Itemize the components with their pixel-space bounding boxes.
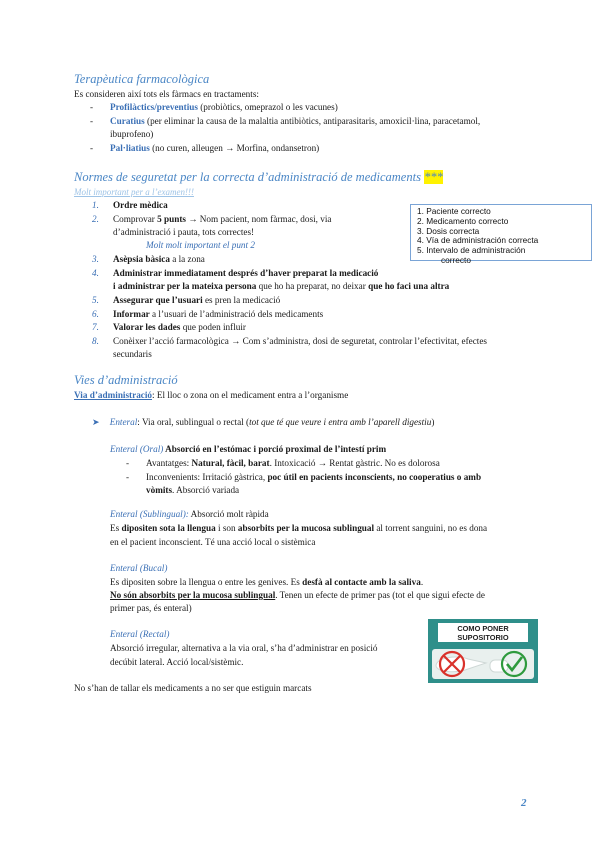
section-title-normes xyxy=(74,170,443,185)
dash-bullet: - xyxy=(90,116,94,126)
sublingual-line xyxy=(110,522,487,535)
enteral-italic: tot que té que veure i entra amb l’aparell digestiu xyxy=(249,417,432,427)
callout-line: 3. Dosis correcta xyxy=(417,225,480,236)
numbered-item xyxy=(92,294,280,307)
item-text: Inconvenients: Irritació gàstrica, xyxy=(146,472,268,482)
text-emphasis: No són absorbits per la mucosa sublingual xyxy=(110,590,276,600)
item-text: Ordre mèdica xyxy=(113,200,168,210)
callout-line: 4. Vía de administración correcta xyxy=(417,235,539,246)
item-emphasis: Asèpsia bàsica xyxy=(113,254,170,264)
item-text: Comprovar xyxy=(113,214,158,224)
subsection-text: Absorció molt ràpida xyxy=(188,509,269,519)
item-text: a la zona xyxy=(169,254,205,264)
item-text: Avantatges: xyxy=(146,458,192,468)
numbered-item xyxy=(92,321,246,334)
item-text: → Nom pacient, nom fàrmac, dosi, via xyxy=(186,214,332,224)
oral-heading xyxy=(110,443,386,456)
arrow-bullet-icon: ➤ xyxy=(92,417,100,427)
item-text-continuation: d’administració i pauta, tots correctes! xyxy=(113,227,255,237)
subsection-emphasis: Absorció en l’estómac i porció proximal de l’intestí prim xyxy=(163,444,387,454)
definition-line xyxy=(74,389,348,402)
subsection-label: Enteral (Oral) xyxy=(110,444,164,454)
item-emphasis: Assegurar que l’usuari xyxy=(113,295,203,305)
item-text: que ho ha preparat, no deixar xyxy=(256,281,369,291)
bucal-line xyxy=(110,589,485,602)
item-number: 4. xyxy=(92,268,99,278)
exam-note: Molt important per a l’examen!!! xyxy=(74,187,194,197)
item-text: Conèixer l’acció farmacològica → Com s’administra, dosi de seguretat, controlar l’efectivitat, efectes xyxy=(113,336,487,346)
enteral-label: Enteral xyxy=(109,417,138,427)
item-text: (probiòtics, omeprazol o les vacunes) xyxy=(197,102,338,112)
rectal-line: Absorció irregular, alternativa a la via oral, s’ha d’administrar en posició xyxy=(110,643,378,653)
text-run: . xyxy=(420,577,424,587)
numbered-item xyxy=(92,267,378,280)
five-rights-callout xyxy=(410,204,592,265)
rectal-line: decúbit lateral. Acció local/sistèmic. xyxy=(110,657,244,667)
callout-line: 2. Medicamento correcto xyxy=(417,215,509,226)
term-curatius: Curatius xyxy=(110,116,145,126)
section-intro: Es consideren així tots els fàrmacs en tractaments: xyxy=(74,89,259,99)
section-title-vies: Vies d’administració xyxy=(74,373,178,387)
sublingual-heading xyxy=(110,508,269,521)
item-text-continuation: ibuprofeno) xyxy=(110,129,154,139)
item-emphasis: poc útil en pacients inconscients, no cooperatius o amb xyxy=(267,472,482,482)
item-number: 3. xyxy=(92,254,99,264)
item-text: que poden influir xyxy=(180,322,246,332)
list-item xyxy=(90,142,319,155)
item-text: a l’usuari de l’administració dels medicaments xyxy=(149,309,324,319)
definition-term: Via d’administració xyxy=(74,390,153,400)
sublingual-line: en el pacient inconscient. Té una acció local o sistèmica xyxy=(110,537,316,547)
page-number: 2 xyxy=(521,797,527,809)
closing-note: No s’han de tallar els medicaments a no ser que estiguin marcats xyxy=(74,683,312,693)
item-text: . Absorció variada xyxy=(172,485,240,495)
item-text-continuation: secundaris xyxy=(113,349,152,359)
numbered-item xyxy=(92,253,205,266)
text-emphasis: desfà al contacte amb la saliva xyxy=(302,577,421,587)
item-emphasis: Informar xyxy=(113,309,150,319)
list-item xyxy=(126,457,440,470)
item-emphasis: que ho faci una altra xyxy=(368,281,450,291)
callout-line: 1. Paciente correcto xyxy=(417,206,491,216)
text-run: Es xyxy=(110,523,122,533)
dash-bullet: - xyxy=(126,458,130,468)
dash-bullet: - xyxy=(126,472,130,482)
item-emphasis: Valorar les dades xyxy=(113,322,181,332)
callout-line: correcto xyxy=(441,254,471,265)
list-item xyxy=(90,101,338,114)
suppository-illustration xyxy=(428,619,538,683)
enteral-line xyxy=(92,416,434,429)
item-text: (per eliminar la causa de la malaltia antibiòtics, antiparasitaris, amoxicil·lina, paracetamol, xyxy=(144,116,481,126)
list-item xyxy=(126,471,481,484)
item-emphasis: vòmits xyxy=(146,485,173,495)
bucal-line xyxy=(110,576,423,589)
text-run: al torrent sanguini, no es dona xyxy=(374,523,488,533)
item-number: 2. xyxy=(92,214,99,224)
text-emphasis: absorbits per la mucosa sublingual xyxy=(237,523,375,533)
numbered-item xyxy=(92,213,331,226)
item-text: es pren la medicació xyxy=(202,295,281,305)
item-number: 8. xyxy=(92,336,99,346)
enteral-text: : Via oral, sublingual o rectal ( xyxy=(137,417,250,427)
definition-text: : El lloc o zona on el medicament entra a l’organisme xyxy=(152,390,349,400)
numbered-item xyxy=(92,335,487,348)
bucal-heading: Enteral (Bucal) xyxy=(110,563,168,573)
image-title: COMO PONER SUPOSITORIO xyxy=(438,623,528,642)
item-emphasis: 5 punts xyxy=(157,214,187,224)
item-number: 1. xyxy=(92,200,99,210)
list-item xyxy=(90,115,480,128)
important-note: Molt molt important el punt 2 xyxy=(146,240,255,250)
highlight-stars: *** xyxy=(424,170,443,184)
item-number: 7. xyxy=(92,322,99,332)
subsection-label: Enteral (Sublingual): xyxy=(110,509,189,519)
suppository-image xyxy=(428,619,538,683)
callout-line: 5. Intervalo de administración xyxy=(417,245,526,256)
numbered-item xyxy=(92,308,323,321)
text-run: . Tenen un efecte de primer pas (tot el que sigui efecte de xyxy=(275,590,485,600)
item-text: . Intoxicació → Rentat gàstric. No es dolorosa xyxy=(269,458,440,468)
item-emphasis: Administrar immediatament després d’haver preparat la medicació xyxy=(113,268,379,278)
item-number: 5. xyxy=(92,295,99,305)
dash-bullet: - xyxy=(90,143,94,153)
item-emphasis: i administrar per la mateixa persona xyxy=(113,281,257,291)
item-text-continuation xyxy=(146,484,239,497)
term-profilactics: Profilàctics/preventius xyxy=(110,102,198,112)
item-number: 6. xyxy=(92,309,99,319)
text-run: Es dipositen sobre la llengua o entre les genives. Es xyxy=(110,577,303,587)
text-emphasis: dipositen sota la llengua xyxy=(121,523,216,533)
text-run: i son xyxy=(215,523,238,533)
item-text-continuation xyxy=(113,280,449,293)
item-emphasis: Natural, fàcil, barat xyxy=(191,458,270,468)
section-title-text: Normes de seguretat per la correcta d’administració de medicaments xyxy=(74,170,421,184)
section-title-terapeutica: Terapèutica farmacològica xyxy=(74,72,210,86)
term-palliatius: Pal·liatius xyxy=(110,143,150,153)
rectal-heading: Enteral (Rectal) xyxy=(110,629,170,639)
numbered-item xyxy=(92,199,168,212)
dash-bullet: - xyxy=(90,102,94,112)
item-text: (no curen, alleugen → Morfina, ondansetron) xyxy=(149,143,320,153)
bucal-line: primer pas, és enteral) xyxy=(110,603,192,613)
enteral-close: ) xyxy=(431,417,435,427)
